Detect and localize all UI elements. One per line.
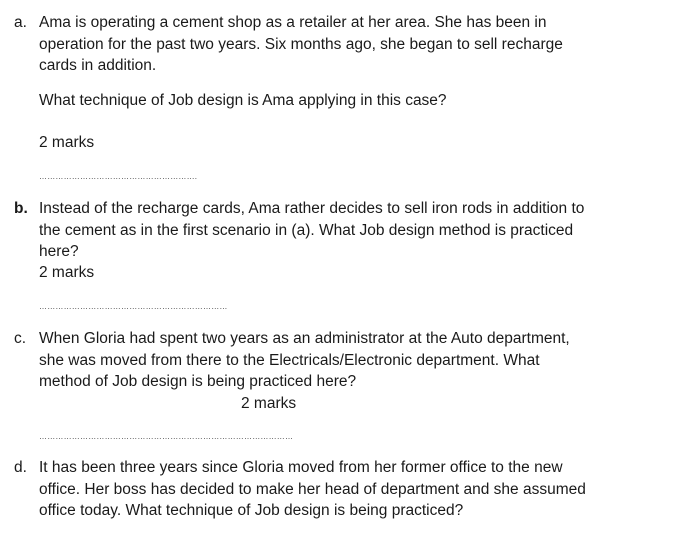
question-d-line-2: office. Her boss has decided to make her head of department and she assumed [39,480,586,498]
question-a-line-3: cards in addition. [39,57,157,74]
question-b-line-2: the cement as in the first scenario in (a). What Job design method is practiced [39,221,574,239]
question-d-marker: d. [14,459,27,476]
question-a-answer-line: …………………………………………………. [39,172,198,181]
question-c-line-1: When Gloria had spent two years as an administrator at the Auto department, [39,330,570,347]
question-c-answer-line: ………………………………………………………………………………… [39,432,294,441]
question-a-scenario [39,12,664,77]
question-a-line-2: operation for the past two years. Six months ago, she began to sell recharge [39,35,563,53]
question-b-marks: 2 marks [39,264,95,281]
question-b-scenario [39,198,664,263]
question-c-marker: c. [14,330,27,347]
question-a-line-1: Ama is operating a cement shop as a retailer at her area. She has been in [39,14,547,31]
question-a-prompt: What technique of Job design is Ama applying in this case? [39,92,447,109]
question-b-line-3: here? [39,243,79,260]
question-b-answer-line: …………………………………………………………… [39,302,228,311]
question-a-marks: 2 marks [39,134,95,151]
question-b-marker: b. [14,200,28,217]
question-c-scenario [39,328,664,393]
question-d-scenario [39,457,664,522]
question-a-marker: a. [14,14,27,31]
question-c-line-3: method of Job design is being practiced here? [39,373,357,390]
question-c-line-2: she was moved from there to the Electricals/Electronic department. What [39,351,540,369]
question-d-line-3: office today. What technique of Job design is being practiced? [39,502,464,519]
question-d-line-1: It has been three years since Gloria moved from her former office to the new [39,459,563,476]
question-c-marks: 2 marks [241,395,297,412]
question-b-line-1: Instead of the recharge cards, Ama rather decides to sell iron rods in addition to [39,200,585,217]
